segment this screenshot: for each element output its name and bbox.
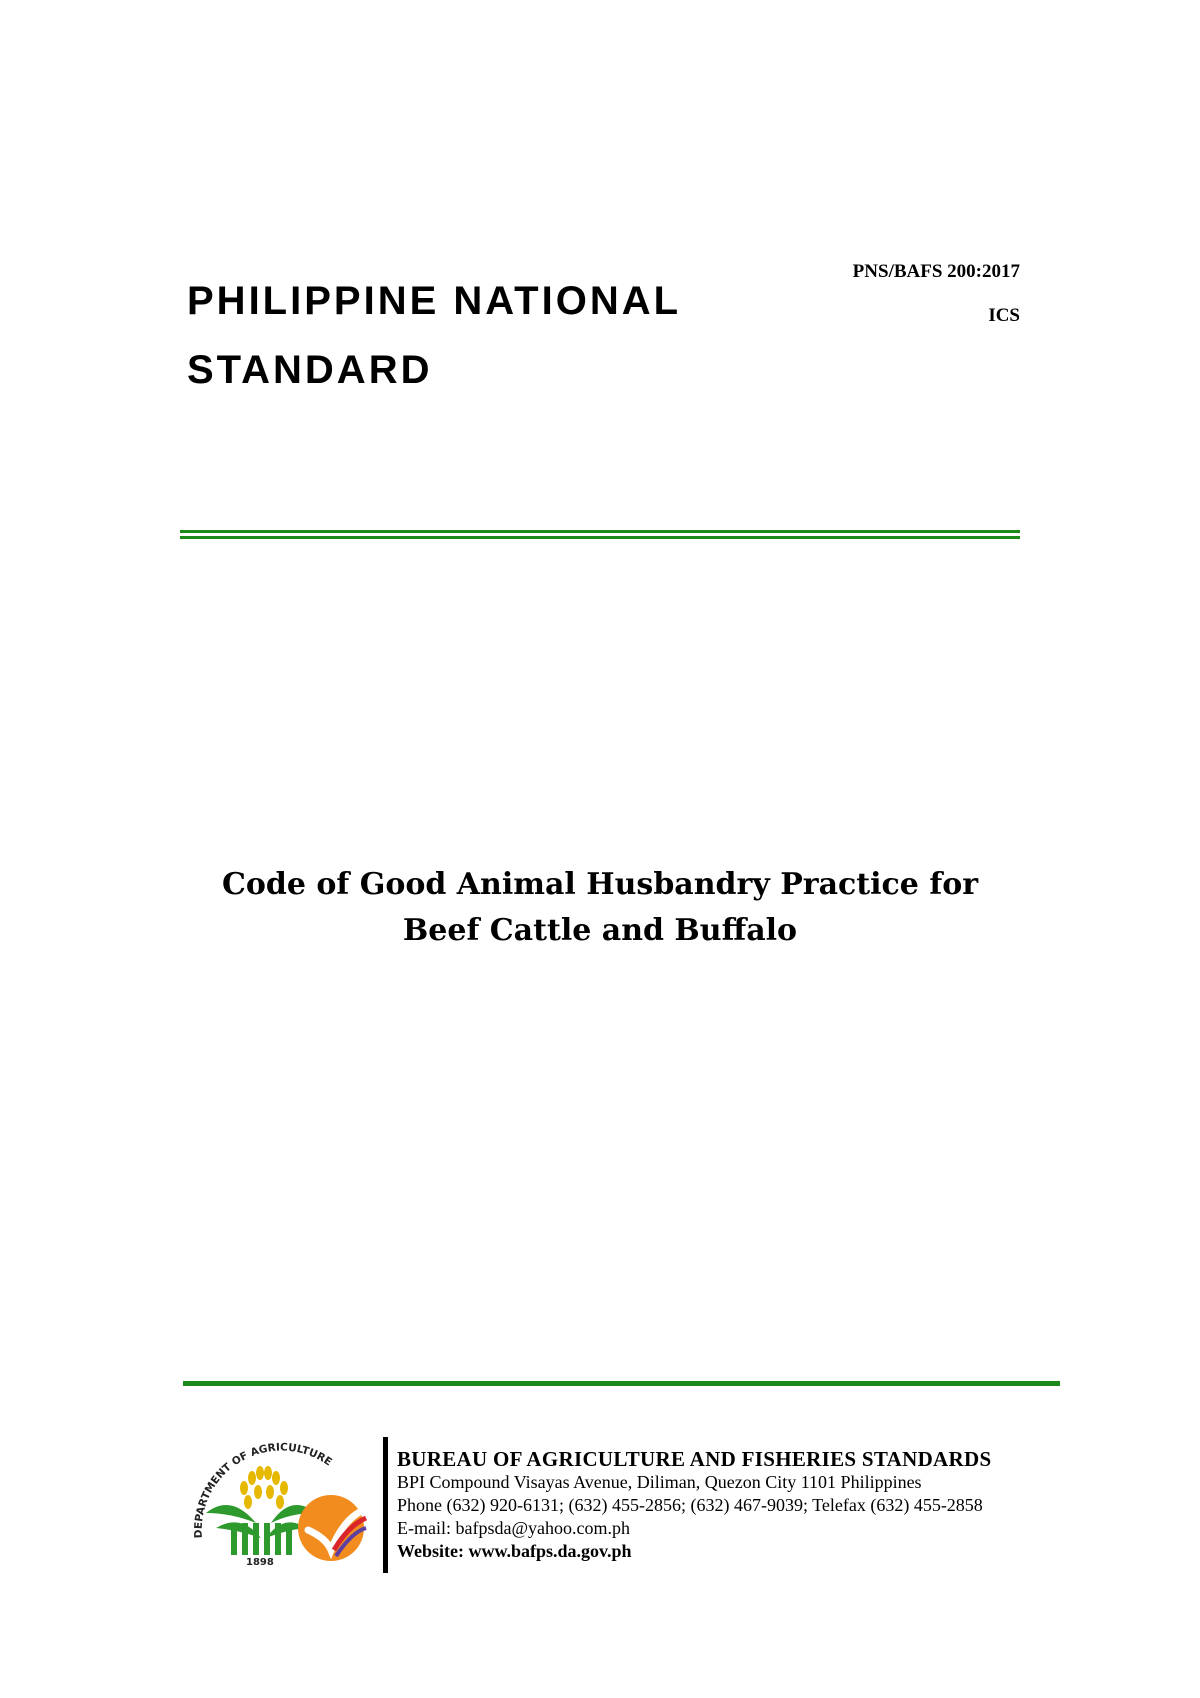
bureau-website: [397, 1540, 991, 1563]
website-label: Website:: [397, 1541, 464, 1561]
standard-number: PNS/BAFS 200:2017: [852, 261, 1020, 282]
document-title-line-2: Beef Cattle and Buffalo: [402, 913, 798, 948]
department-of-agriculture-seal-icon: [186, 1418, 378, 1568]
footer-divider: [183, 1381, 1060, 1386]
footer-vertical-bar: [383, 1437, 388, 1573]
document-title-line-1: Code of Good Animal Husbandry Practice for: [221, 867, 979, 902]
logo-year: 1898: [246, 1557, 274, 1568]
page-title-line-2: STANDARD: [187, 348, 433, 392]
header-divider: [180, 530, 1020, 539]
ics-label: ICS: [988, 305, 1020, 326]
page-title-line-1: PHILIPPINE NATIONAL: [187, 279, 682, 323]
bureau-name: BUREAU OF AGRICULTURE AND FISHERIES STANDARDS: [397, 1447, 992, 1471]
bureau-address: BPI Compound Visayas Avenue, Diliman, Quezon City 1101 Philippines: [397, 1472, 922, 1492]
website-link[interactable]: www.bafps.da.gov.ph: [468, 1541, 632, 1561]
bureau-email: E-mail: bafpsda@yahoo.com.ph: [397, 1518, 631, 1538]
bureau-info: [397, 1448, 991, 1563]
logo-arc-text: DEPARTMENT OF AGRICULTURE: [192, 1441, 335, 1539]
bureau-phone: Phone (632) 920-6131; (632) 455-2856; (632) 467-9039; Telefax (632) 455-2858: [397, 1495, 983, 1515]
